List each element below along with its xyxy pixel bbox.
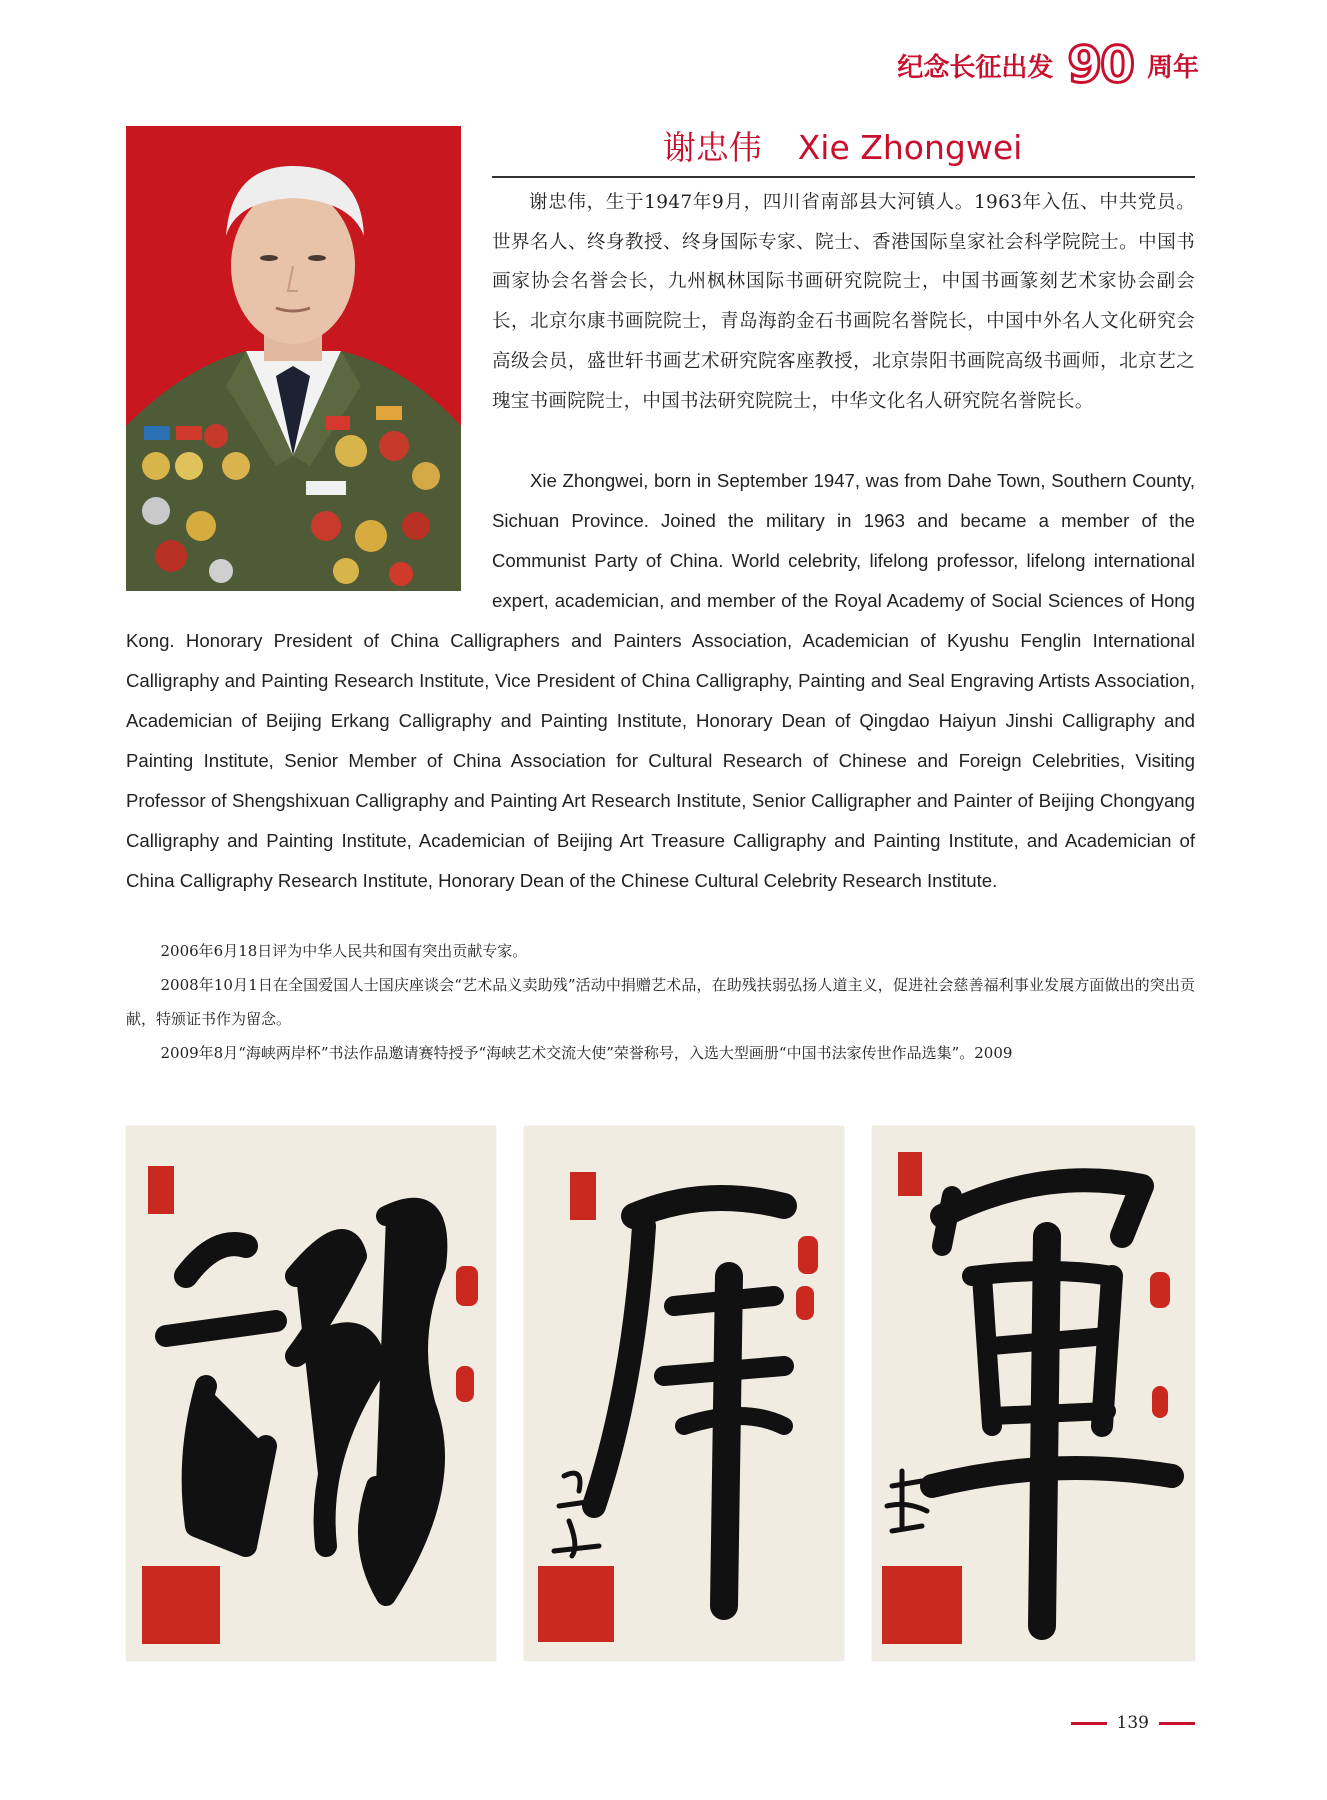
calligraphy-artwork-2: [524, 1126, 844, 1661]
note-item: 2008年10月1日在全国爱国人士国庆座谈会“艺术品义卖助残”活动中捐赠艺术品，在助残扶弱弘扬人道主义，促进社会慈善福利事业发展方面做出的突出贡献，特颁证书作为留念。: [126, 976, 1195, 1028]
bio-english-text: Xie Zhongwei, born in September 1947, was from Dahe Town, Southern County, Sichuan Province. Joined the military in 1963 and became a member of the Communist Party of China. World celebrity, lifelong professor, lifelong international expert, academician, and member of the Royal Academy of Social Sciences of Hong Kong. Honorary President of China Calligraphers and Painters Association, Academician of Kyushu Fenglin International Calligraphy and Painting Research Institute, Vice President of China Calligraphy, Painting and Seal Engraving Artists Association, Academician of Beijing Erkang Calligraphy and Painting Institute, Honorary Dean of Qingdao Haiyun Jinshi Calligraphy and Painting Institute, Senior Member of China Association for Cultural Research of Chinese and Foreign Celebrities, Visiting Professor of Shengshixuan Calligraphy and Painting Art Research Institute, Senior Calligrapher and Painter of Beijing Chongyang Calligraphy and Painting Institute, Academician of Beijing Art Treasure Calligraphy and Painting Institute, and Academician of China Calligraphy Research Institute, Honorary Dean of the Chinese Cultural Celebrity Research Institute.: [126, 470, 1195, 891]
photo-float-spacer: [126, 461, 492, 585]
calligraphy-artwork-3: [872, 1126, 1195, 1661]
name-cn: 谢忠伟: [662, 128, 762, 167]
title-divider: [492, 176, 1195, 178]
note-item: 2006年6月18日评为中华人民共和国有突出贡献专家。: [160, 942, 528, 960]
bio-chinese: 谢忠伟，生于1947年9月，四川省南部县大河镇人。1963年入伍、中共党员。世界名人、终身教授、终身国际专家、院士、香港国际皇家社会科学院院士。中国书画家协会名誉会长，九州枫林国际书画研究院院士，中国书画篆刻艺术家协会副会长，北京尔康书画院院士，青岛海韵金石书画院名誉院长，中国中外名人文化研究会高级会员，盛世轩书画艺术研究院客座教授，北京崇阳书画院高级书画师，北京艺之瑰宝书画院院士，中国书法研究院院士，中华文化名人研究院名誉院长。: [492, 192, 1195, 412]
name-en: Xie Zhongwei: [797, 128, 1023, 167]
page-number-text: 139: [1116, 1713, 1149, 1733]
seal-icon: [538, 1172, 818, 1642]
page-number-rule-left: [1071, 1722, 1107, 1725]
page-number: [1071, 1713, 1195, 1733]
header-number: 90: [1067, 36, 1133, 94]
header-suffix: 周年: [1146, 52, 1199, 83]
page-title: [490, 122, 1195, 169]
note-item: 2009年8月“海峡两岸杯”书法作品邀请赛特授予“海峡艺术交流大使”荣誉称号，入选大型画册“中国书法家传世作品选集”。2009: [160, 1044, 1013, 1062]
award-notes: [126, 934, 1195, 1070]
page-header: [897, 36, 1199, 94]
calligraphy-artwork-1: [126, 1126, 496, 1661]
seal-icon: [148, 1166, 174, 1214]
bio-english: [126, 461, 1195, 901]
header-title: 纪念长征出发: [897, 52, 1054, 83]
page-number-rule-right: [1159, 1722, 1195, 1725]
